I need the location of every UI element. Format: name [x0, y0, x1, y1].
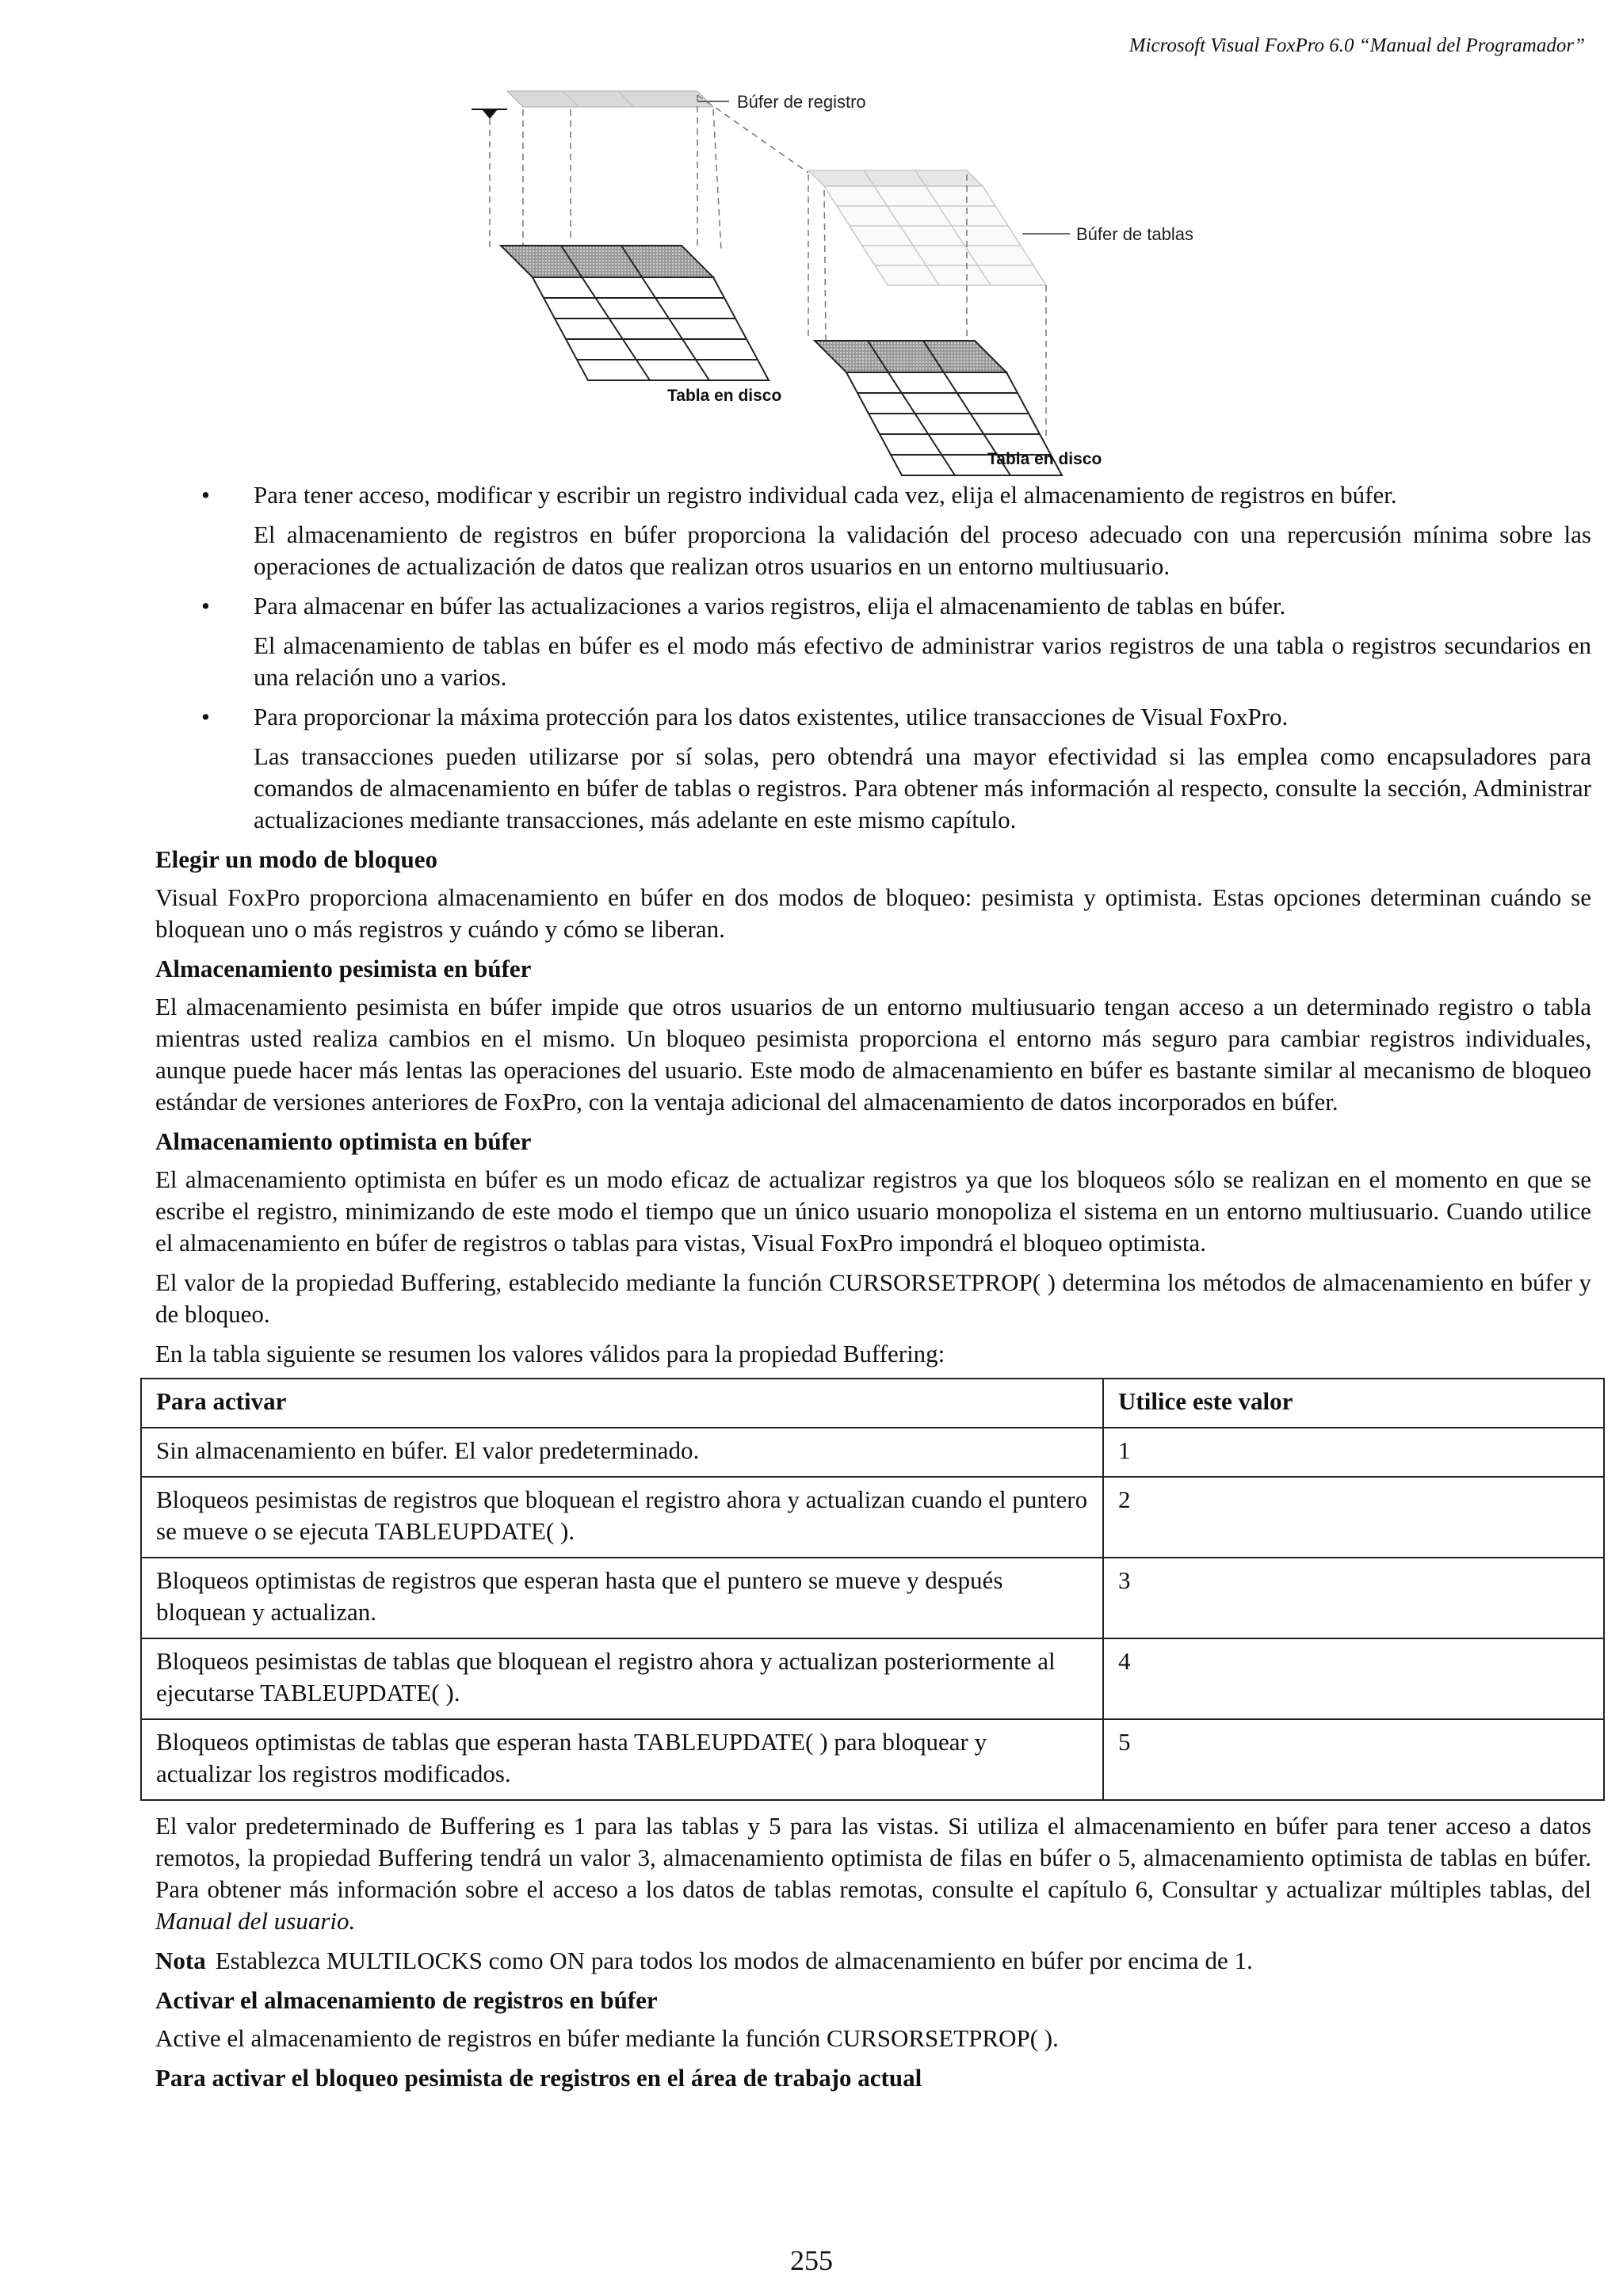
table-row	[141, 1719, 1604, 1800]
paragraph: Visual FoxPro proporciona almacenamiento en búfer en dos modos de bloqueo: pesimista y optimista. Estas opciones determinan cuándo se bloquean uno o más registros y cuándo y cómo se liberan.	[155, 883, 1591, 943]
paragraph	[155, 1810, 1591, 1937]
bullet-lead: Para almacenar en búfer las actualizaciones a varios registros, elija el almacenamiento de tablas en búfer.	[254, 592, 1286, 620]
bullet-detail: Las transacciones pueden utilizarse por sí solas, pero obtendrá una mayor efectividad si las emplea como encapsuladores para comandos de almacenamiento en búfer de tablas o registros. Para obtener más información al respecto, consulte la sección, Administrar actualizaciones mediante transacciones, más adelante en este mismo capítulo.	[254, 742, 1591, 833]
table-header-cell: Para activar	[141, 1379, 1103, 1428]
bullet-lead: Para proporcionar la máxima protección para los datos existentes, utilice transacciones de Visual FoxPro.	[254, 703, 1289, 730]
bullet-icon: •	[201, 703, 210, 730]
table-row	[141, 1638, 1604, 1719]
bullet-icon: •	[201, 592, 210, 620]
running-header: Microsoft Visual FoxPro 6.0 “Manual del Programador”	[1128, 35, 1585, 56]
section-heading: Elegir un modo de bloqueo	[155, 845, 438, 873]
note	[155, 1945, 1591, 1977]
table-cell: Bloqueos pesimistas de tablas que bloquean el registro ahora y actualizan posteriormente al ejecutarse TABLEUPDATE( ).	[141, 1638, 1103, 1719]
table-header-row	[141, 1379, 1604, 1428]
bullet-table-buffer	[155, 590, 1591, 622]
table-row	[141, 1477, 1604, 1558]
table-cell: Bloqueos optimistas de tablas que esperan hasta TABLEUPDATE( ) para bloquear y actualizar los registros modificados.	[141, 1719, 1103, 1800]
paragraph-text: El valor predeterminado de Buffering es 1 para las tablas y 5 para las vistas. Si utiliza el almacenamiento en búfer para tener acceso a datos remotos, la propiedad Buffering tendrá un valor 3, almacenamiento optimista de filas en búfer o 5, almacenamiento optimista de tablas en búfer. Para obtener más información sobre el acceso a los datos de tablas remotas, consulte el capítulo 6, Consultar y actualizar múltiples tablas, del	[155, 1812, 1591, 1903]
disk-table-left-grid	[501, 246, 769, 380]
table-header-cell: Utilice este valor	[1103, 1379, 1604, 1428]
section-heading: Para activar el bloqueo pesimista de registros en el área de trabajo actual	[155, 2064, 922, 2092]
disk-table-left-label: Tabla en disco	[667, 387, 782, 405]
table-cell: 1	[1103, 1428, 1604, 1477]
buffering-values-table	[140, 1378, 1605, 1801]
bullet-record-buffer	[155, 479, 1591, 511]
paragraph: En la tabla siguiente se resumen los valores válidos para la propiedad Buffering:	[155, 1340, 945, 1367]
record-buffer-label: Búfer de registro	[737, 92, 866, 112]
table-cell: 2	[1103, 1477, 1604, 1558]
note-label: Nota	[155, 1947, 206, 1974]
paragraph: El almacenamiento optimista en búfer es un modo eficaz de actualizar registros ya que los bloqueos sólo se realizan en el momento en que se escribe el registro, minimizando de este modo el tiempo que un único usuario monopoliza el sistema en un entorno multiusuario. Cuando utilice el almacenamiento en búfer de registros o tablas para vistas, Visual FoxPro impondrá el bloqueo optimista.	[155, 1165, 1591, 1257]
table-buffer-label: Búfer de tablas	[1076, 224, 1193, 244]
page-number: 255	[790, 2245, 833, 2276]
table-cell: 3	[1103, 1558, 1604, 1638]
table-cell: Bloqueos optimistas de registros que esperan hasta que el puntero se mueve y después bloquean y actualizan.	[141, 1558, 1103, 1638]
table-cell: Bloqueos pesimistas de registros que bloquean el registro ahora y actualizan cuando el puntero se mueve o se ejecuta TABLEUPDATE( ).	[141, 1477, 1103, 1558]
paragraph: El almacenamiento pesimista en búfer impide que otros usuarios de un entorno multiusuario tengan acceso a un determinado registro o tabla mientras usted realiza cambios en el mismo. Un bloqueo pesimista proporciona el entorno más seguro para cambiar registros individuales, aunque puede hacer más lentas las operaciones del usuario. Este modo de almacenamiento en búfer es bastante similar al mecanismo de bloqueo estándar de versiones anteriores de FoxPro, con la ventaja adicional del almacenamiento de datos incorporados en búfer.	[155, 993, 1591, 1116]
bullet-lead: Para tener acceso, modificar y escribir un registro individual cada vez, elija el almacenamiento de registros en búfer.	[254, 481, 1397, 509]
table-cell: 4	[1103, 1638, 1604, 1719]
bullet-transactions	[155, 701, 1591, 733]
disk-table-right-label: Tabla en disco	[987, 450, 1102, 468]
note-text: Establezca MULTILOCKS como ON para todos los modos de almacenamiento en búfer por encima de 1.	[215, 1947, 1253, 1974]
section-heading: Almacenamiento optimista en búfer	[155, 1127, 532, 1155]
bullet-detail: El almacenamiento de registros en búfer proporciona la validación del proceso adecuado con una repercusión mínima sobre las operaciones de actualización de datos que realizan otros usuarios en un entorno multiusuario.	[254, 521, 1591, 580]
record-buffer-grid	[472, 91, 729, 119]
book-title: Manual del usuario.	[155, 1907, 356, 1935]
table-row	[141, 1558, 1604, 1638]
table-buffer-grid	[808, 170, 1046, 285]
table-row	[141, 1428, 1604, 1477]
buffer-diagram	[460, 79, 1193, 475]
bullet-detail: El almacenamiento de tablas en búfer es el modo más efectivo de administrar varios registros de una tabla o registros secundarios en una relación uno a varios.	[254, 631, 1591, 691]
body-content	[155, 479, 1591, 2100]
table-cell: Sin almacenamiento en búfer. El valor predeterminado.	[141, 1428, 1103, 1477]
paragraph: Active el almacenamiento de registros en búfer mediante la función CURSORSETPROP( ).	[155, 2024, 1059, 2052]
section-heading: Almacenamiento pesimista en búfer	[155, 955, 532, 982]
paragraph: El valor de la propiedad Buffering, establecido mediante la función CURSORSETPROP( ) determina los métodos de almacenamiento en búfer y de bloqueo.	[155, 1268, 1591, 1328]
section-heading: Activar el almacenamiento de registros en búfer	[155, 1986, 658, 2014]
table-cell: 5	[1103, 1719, 1604, 1800]
bullet-icon: •	[201, 481, 210, 509]
